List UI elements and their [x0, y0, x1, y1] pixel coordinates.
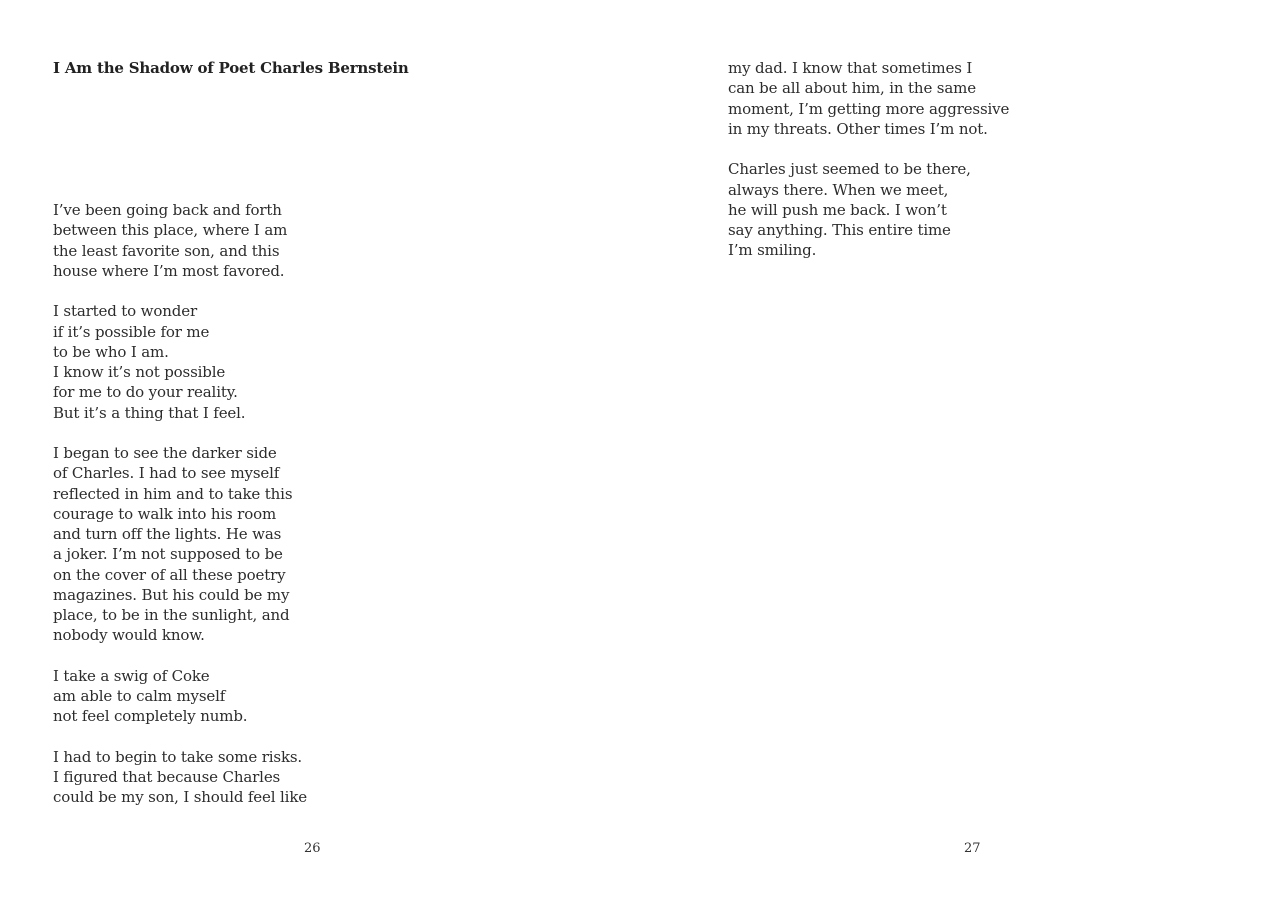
- stanza: [728, 58, 1009, 139]
- poem-line: between this place, where I am: [53, 221, 288, 240]
- poem-line: on the cover of all these poetry: [53, 565, 286, 584]
- poem-line: I’m smiling.: [728, 241, 817, 260]
- poem-line: moment, I’m getting more aggressive: [728, 99, 1010, 118]
- poem-line: the least favorite son, and this: [53, 241, 280, 260]
- poem-line: I figured that because Charles: [53, 768, 281, 786]
- poem-title: I Am the Shadow of Poet Charles Bernstein: [53, 59, 409, 77]
- poem-line: my dad. I know that sometimes I: [728, 59, 973, 77]
- poem-line: always there. When we meet,: [728, 180, 949, 199]
- poem-line: not feel completely numb.: [53, 707, 248, 726]
- poem-line: can be all about him, in the same: [728, 79, 976, 98]
- stanza: [53, 200, 307, 281]
- stanza: [53, 301, 307, 423]
- poem-line: am able to calm myself: [53, 687, 226, 705]
- left-poem-body: [53, 200, 307, 828]
- poem-line: Charles just seemed to be there,: [728, 160, 971, 179]
- right-page: [641, 0, 1282, 905]
- stanza: [728, 159, 1009, 260]
- stanza: [53, 443, 307, 646]
- poem-line: and turn off the lights. He was: [53, 525, 282, 543]
- poem-line: I take a swig of Coke: [53, 666, 210, 685]
- poem-line: courage to walk into his room: [53, 504, 277, 523]
- poem-line: say anything. This entire time: [728, 221, 951, 239]
- page-number-left: 26: [304, 841, 321, 856]
- poem-line: reflected in him and to take this: [53, 484, 293, 503]
- poem-line: But it’s a thing that I feel.: [53, 403, 246, 422]
- poem-line: I’ve been going back and forth: [53, 201, 282, 219]
- poem-line: nobody would know.: [53, 626, 205, 645]
- poem-line: magazines. But his could be my: [53, 585, 290, 604]
- poem-line: in my threats. Other times I’m not.: [728, 119, 988, 138]
- stanza: [53, 747, 307, 808]
- poem-line: a joker. I’m not supposed to be: [53, 545, 283, 564]
- poem-line: place, to be in the sunlight, and: [53, 606, 290, 624]
- poem-line: could be my son, I should feel like: [53, 788, 307, 807]
- poem-line: I know it’s not possible: [53, 363, 226, 381]
- page-number-right: 27: [964, 841, 981, 856]
- poem-line: of Charles. I had to see myself: [53, 464, 280, 483]
- poem-line: I began to see the darker side: [53, 444, 277, 462]
- right-poem-body: [728, 58, 1009, 281]
- poem-line: to be who I am.: [53, 342, 169, 361]
- poem-line: he will push me back. I won’t: [728, 200, 947, 219]
- poem-line: I had to begin to take some risks.: [53, 747, 303, 766]
- poem-line: for me to do your reality.: [53, 383, 238, 402]
- poem-line: if it’s possible for me: [53, 322, 210, 341]
- stanza: [53, 666, 307, 727]
- poem-line: house where I’m most favored.: [53, 261, 285, 280]
- poem-line: I started to wonder: [53, 302, 197, 321]
